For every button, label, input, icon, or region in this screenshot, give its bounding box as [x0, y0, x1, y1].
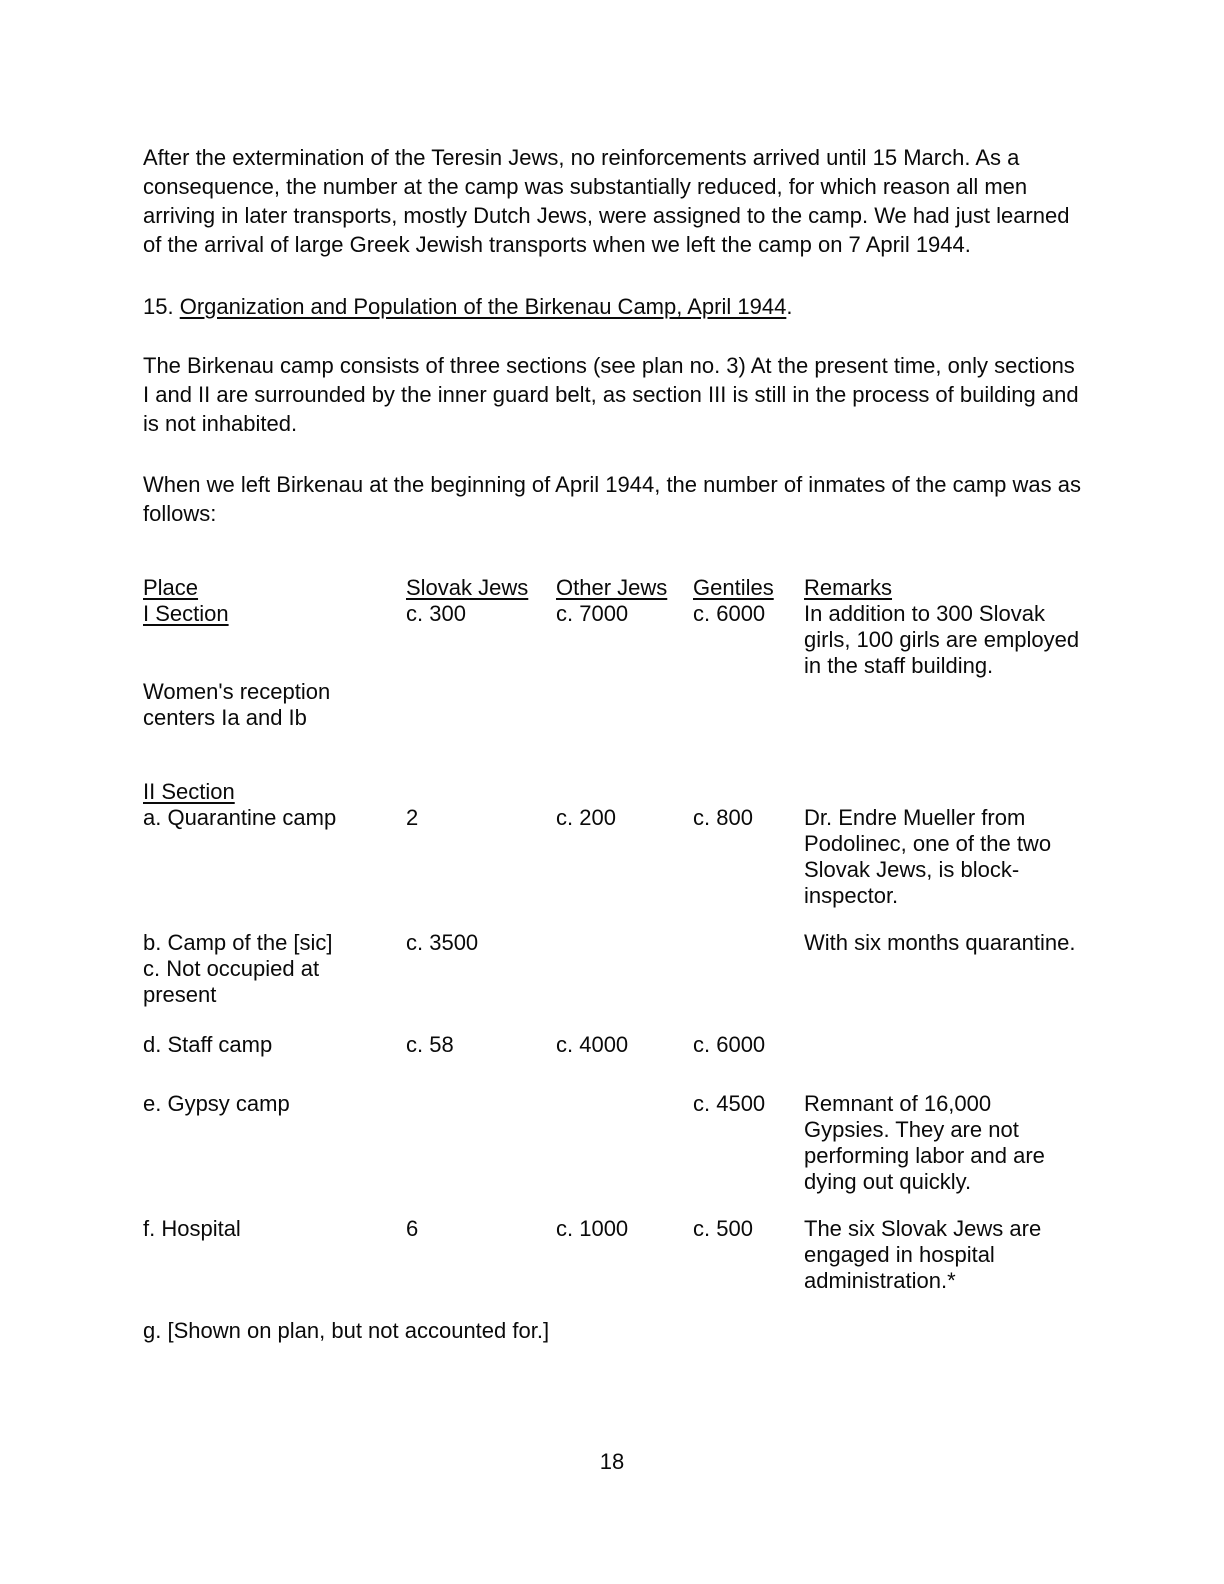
table-row-camp-of-the [143, 930, 1081, 956]
cell-place: b. Camp of the [sic] [143, 930, 333, 955]
table-header-row [143, 575, 1081, 601]
section-number: 15. [143, 294, 180, 319]
footnote-g: g. [Shown on plan, but not accounted for.] [143, 1318, 550, 1343]
cell-slovak-jews: 2 [406, 805, 419, 830]
section-title: Organization and Population of the Birkenau Camp, April 1944 [179, 294, 787, 319]
cell-other-jews: c. 4000 [556, 1032, 629, 1057]
cell-place: Women's reception centers Ia and Ib [143, 679, 331, 730]
cell-slovak-jews: c. 58 [406, 1032, 454, 1057]
cell-other-jews: c. 1000 [556, 1216, 629, 1241]
cell-gentiles: c. 6000 [693, 1032, 766, 1057]
cell-remarks: In addition to 300 Slovak girls, 100 girls are employed in the staff building. [804, 601, 1080, 678]
table-row-not-occupied [143, 956, 1081, 1008]
inmates-intro-paragraph: When we left Birkenau at the beginning of April 1944, the number of inmates of the camp was as follows: [143, 472, 1081, 526]
cell-gentiles: c. 6000 [693, 601, 766, 626]
page-number: 18 [599, 1449, 625, 1474]
column-header-remarks: Remarks [804, 575, 893, 600]
cell-slovak-jews: 6 [406, 1216, 419, 1241]
cell-place: II Section [143, 779, 235, 804]
cell-place: c. Not occupied at present [143, 956, 320, 1007]
cell-remarks: The six Slovak Jews are engaged in hospital administration.* [804, 1216, 1042, 1293]
column-header-other-jews: Other Jews [556, 575, 668, 600]
column-header-gentiles: Gentiles [693, 575, 774, 600]
column-header-slovak-jews: Slovak Jews [406, 575, 529, 600]
cell-slovak-jews: c. 3500 [406, 930, 479, 955]
table-row-hospital [143, 1216, 1081, 1294]
cell-gentiles: c. 500 [693, 1216, 753, 1241]
camp-sections-paragraph: The Birkenau camp consists of three sections (see plan no. 3) At the present time, only sections I and II are surrounded by the inner guard belt, as section III is still in the process of building and is not inhabited. [143, 353, 1079, 436]
section-heading [143, 292, 1081, 321]
cell-remarks: With six months quarantine. [804, 930, 1076, 955]
table-row-ii-section [143, 779, 1081, 805]
cell-place: a. Quarantine camp [143, 805, 337, 830]
cell-place: e. Gypsy camp [143, 1091, 290, 1116]
cell-other-jews: c. 7000 [556, 601, 629, 626]
table-row-quarantine-camp [143, 805, 1081, 909]
table-row-i-section [143, 601, 1081, 679]
column-header-place: Place [143, 575, 199, 600]
section-heading-period: . [786, 294, 793, 319]
cell-remarks: Dr. Endre Mueller from Podolinec, one of the two Slovak Jews, is block-inspector. [804, 805, 1052, 908]
cell-place: f. Hospital [143, 1216, 241, 1241]
cell-gentiles: c. 4500 [693, 1091, 766, 1116]
cell-gentiles: c. 800 [693, 805, 753, 830]
table-row-gypsy-camp [143, 1091, 1081, 1195]
cell-other-jews: c. 200 [556, 805, 616, 830]
cell-remarks: Remnant of 16,000 Gypsies. They are not performing labor and are dying out quickly. [804, 1091, 1045, 1194]
table-row-staff-camp [143, 1032, 1081, 1058]
table-row-womens-reception [143, 679, 1081, 731]
intro-paragraph: After the extermination of the Teresin Jews, no reinforcements arrived until 15 March. As a consequence, the number at the camp was substantially reduced, for which reason all men arriving in later transports, mostly Dutch Jews, were assigned to the camp. We had just learned of the arrival of large Greek Jewish transports when we left the camp on 7 April 1944. [143, 145, 1070, 257]
cell-place: d. Staff camp [143, 1032, 273, 1057]
cell-slovak-jews: c. 300 [406, 601, 466, 626]
cell-place: I Section [143, 601, 229, 626]
population-table [143, 575, 1081, 1294]
